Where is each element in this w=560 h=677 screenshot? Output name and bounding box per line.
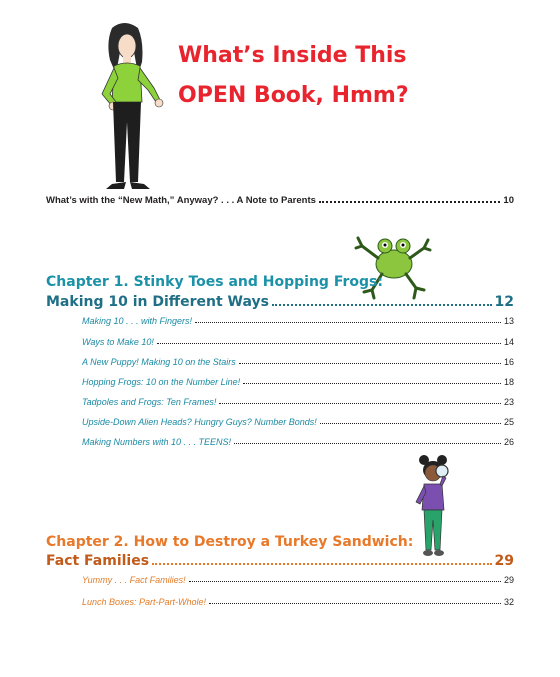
- dot-leader: [157, 343, 501, 344]
- toc-item[interactable]: [82, 316, 514, 326]
- toc-item-label: A New Puppy! Making 10 on the Stairs: [82, 357, 236, 367]
- toc-item-label: Ways to Make 10!: [82, 337, 154, 347]
- toc-item-page: 23: [503, 397, 514, 407]
- toc-item-label: Lunch Boxes: Part-Part-Whole!: [82, 597, 207, 607]
- chapter-1-page: 12: [494, 294, 514, 310]
- toc-item[interactable]: [82, 575, 514, 585]
- toc-item[interactable]: [82, 437, 514, 447]
- toc-item-label: Tadpoles and Frogs: Ten Frames!: [82, 397, 217, 407]
- toc-item-page: 14: [503, 337, 514, 347]
- toc-intro-entry[interactable]: [46, 195, 514, 206]
- girl-with-magnifier-illustration: [410, 454, 458, 560]
- toc-item[interactable]: [82, 377, 514, 387]
- toc-item-page: 18: [503, 377, 514, 387]
- toc-item[interactable]: [82, 337, 514, 347]
- toc-item[interactable]: [82, 357, 514, 367]
- toc-item-page: 32: [503, 597, 514, 607]
- dot-leader: [152, 563, 491, 565]
- page-title: [178, 36, 438, 116]
- toc-item-page: 25: [503, 417, 514, 427]
- toc-item-page: 16: [503, 357, 514, 367]
- toc-item-label: Making Numbers with 10 . . . TEENS!: [82, 437, 232, 447]
- toc-item-page: 13: [503, 316, 514, 326]
- dot-leader: [243, 383, 501, 384]
- dot-leader: [209, 603, 501, 604]
- toc-item[interactable]: [82, 597, 514, 607]
- chapter-1-subtitle: Making 10 in Different Ways: [46, 294, 269, 310]
- toc-intro-page: 10: [503, 195, 514, 206]
- page-title-line-1: What’s Inside This: [178, 43, 407, 68]
- toc-item-label: Upside-Down Alien Heads? Hungry Guys? Number Bonds!: [82, 417, 317, 427]
- dot-leader: [234, 443, 501, 444]
- dot-leader: [239, 363, 501, 364]
- toc-item[interactable]: [82, 417, 514, 427]
- dot-leader: [272, 304, 492, 306]
- chapter-1-title: Chapter 1. Stinky Toes and Hopping Frogs:: [46, 274, 383, 290]
- toc-item-page: 26: [503, 437, 514, 447]
- toc-item[interactable]: [82, 397, 514, 407]
- dot-leader: [189, 581, 501, 582]
- toc-item-label: Hopping Frogs: 10 on the Number Line!: [82, 377, 241, 387]
- toc-item-label: Making 10 . . . with Fingers!: [82, 316, 193, 326]
- chapter-2-page: 29: [494, 553, 514, 569]
- chapter-2-subtitle: Fact Families: [46, 553, 150, 569]
- toc-intro-label: What’s with the “New Math,” Anyway? . . . A Note to Parents: [46, 195, 316, 206]
- page-title-line-2: OPEN Book, Hmm?: [178, 83, 409, 108]
- chapter-1-entry[interactable]: [46, 294, 514, 310]
- chapter-2-title: Chapter 2. How to Destroy a Turkey Sandwich:: [46, 534, 414, 550]
- dot-leader: [319, 201, 501, 203]
- toc-item-label: Yummy . . . Fact Families!: [82, 575, 186, 585]
- dot-leader: [320, 423, 501, 424]
- chapter-2-entry[interactable]: [46, 553, 514, 569]
- toc-item-page: 29: [503, 575, 514, 585]
- dot-leader: [219, 403, 501, 404]
- woman-illustration: [94, 22, 166, 192]
- dot-leader: [195, 322, 501, 323]
